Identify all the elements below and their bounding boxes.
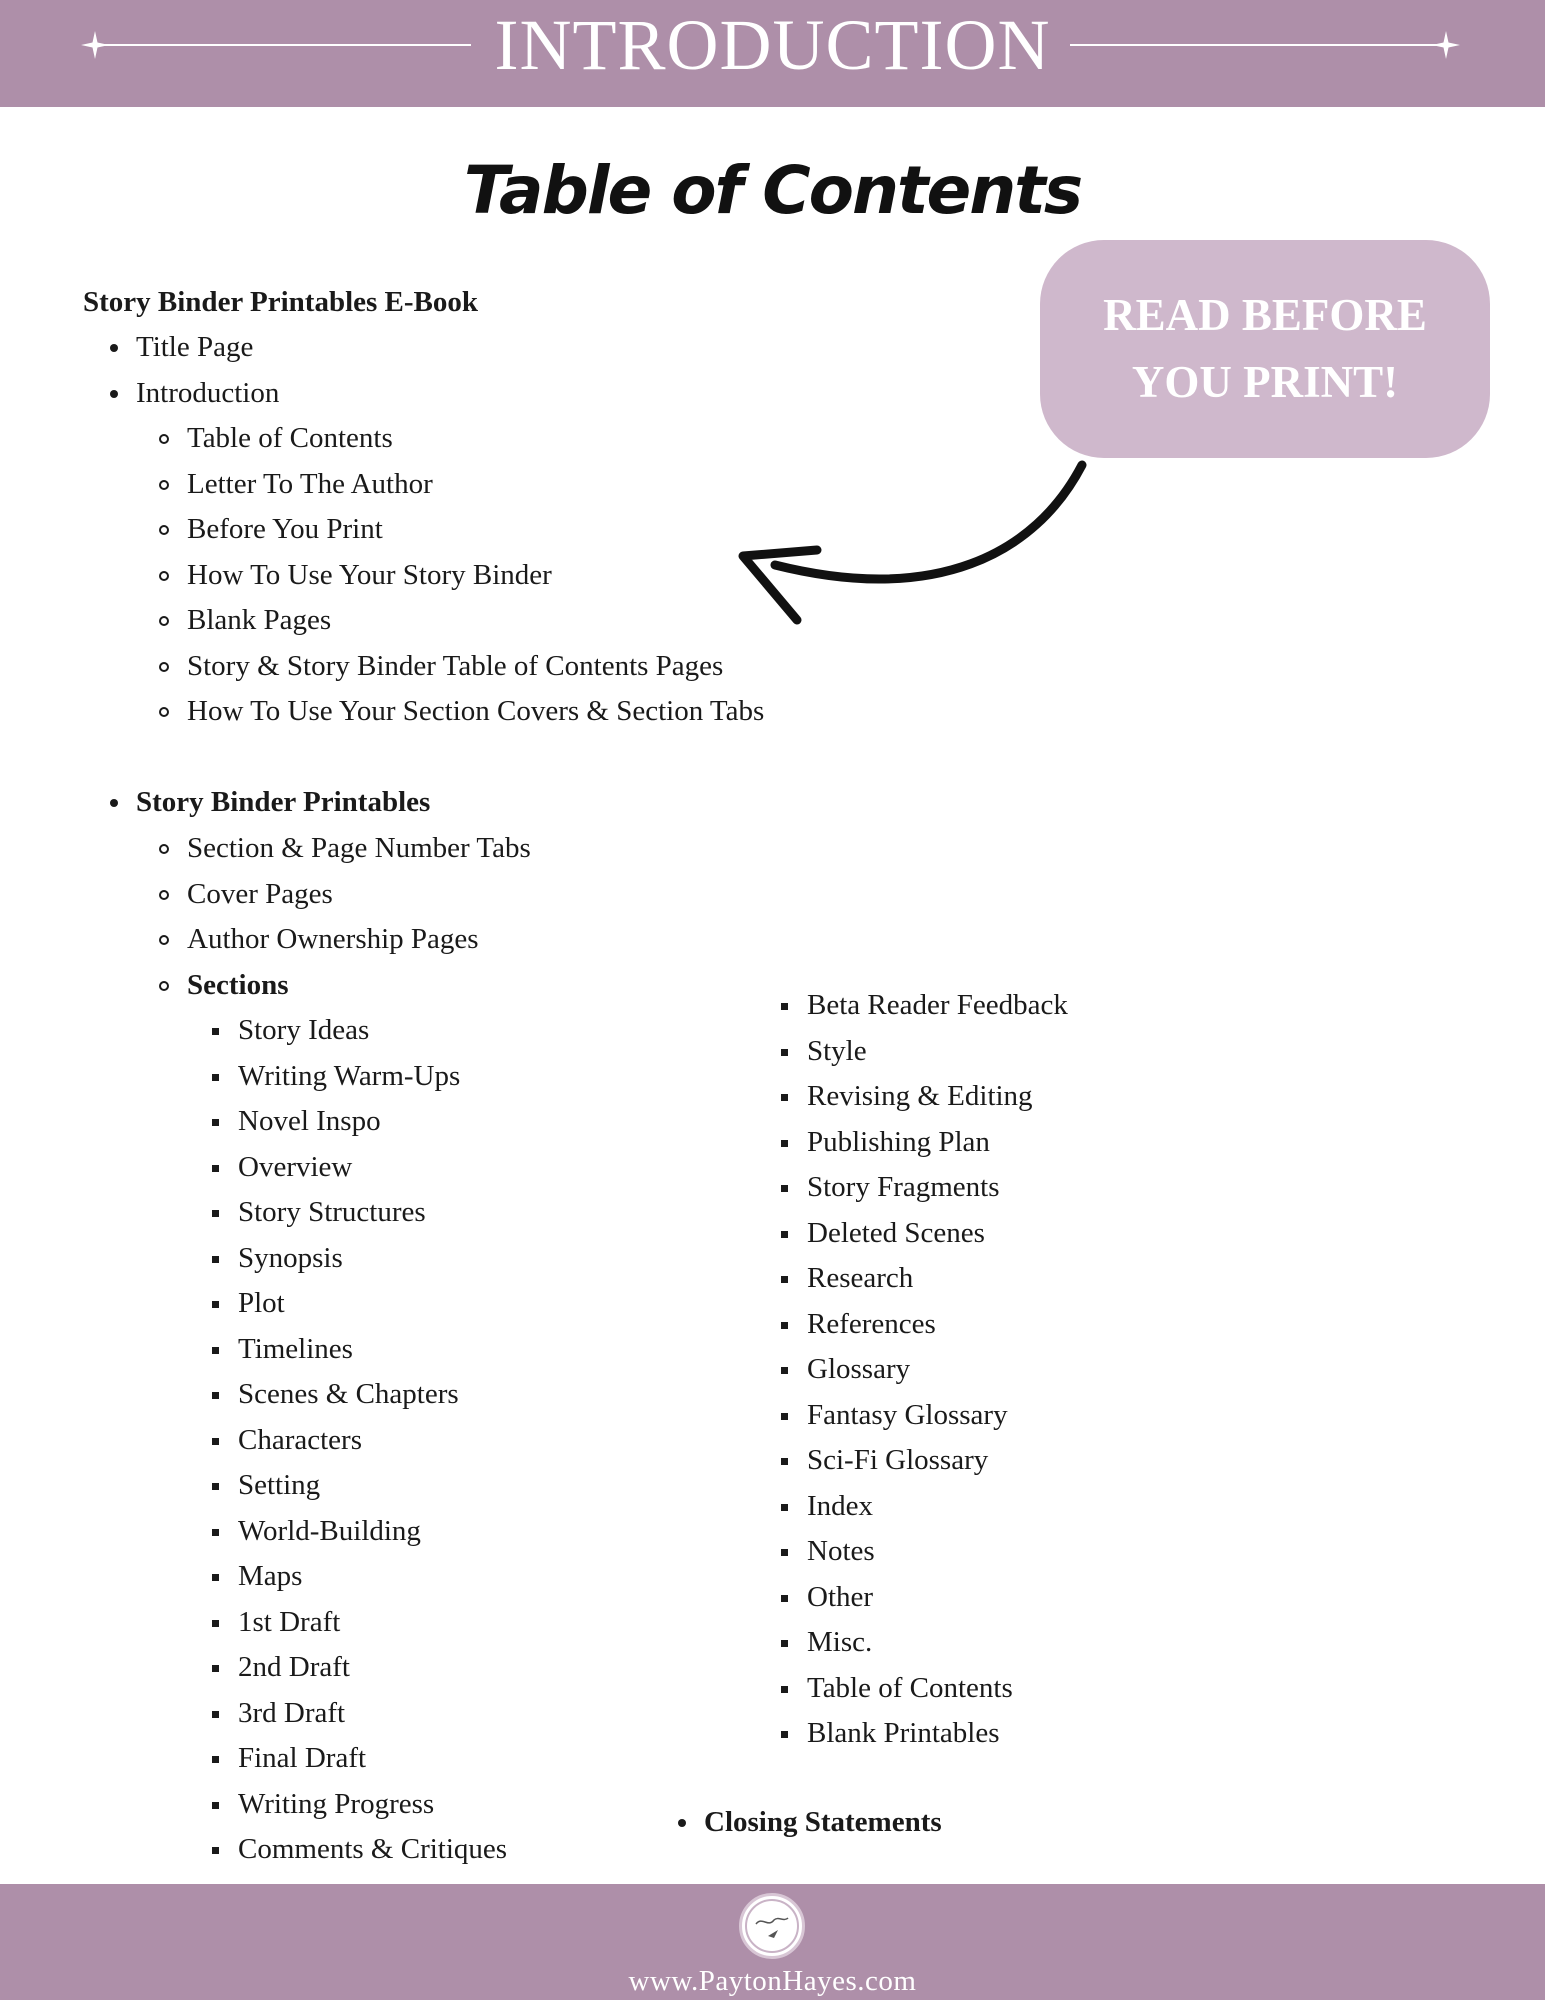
list-item-label: How To Use Your Story Binder	[187, 558, 552, 591]
list-item-label: Story Binder Printables	[136, 786, 431, 818]
list-item	[807, 1211, 1068, 1257]
list-item	[136, 371, 279, 417]
list-item	[238, 1418, 507, 1464]
bullet	[212, 1620, 219, 1627]
list-item-label: Notes	[807, 1535, 875, 1567]
bullet	[781, 1458, 788, 1465]
list-item-label: 1st Draft	[238, 1605, 341, 1638]
list-item	[807, 1029, 1068, 1075]
list-item	[238, 1327, 507, 1373]
list-item-label: Plot	[238, 1287, 285, 1319]
closing-block	[704, 1800, 942, 1846]
list-item-label: 2nd Draft	[238, 1651, 350, 1683]
list-item	[187, 416, 764, 462]
list-item	[238, 1554, 507, 1600]
list-item	[807, 1302, 1068, 1348]
list-item-label: Style	[807, 1034, 867, 1067]
list-item	[238, 1782, 507, 1828]
list-item-label: Before You Print	[187, 513, 383, 545]
bullet	[781, 1049, 788, 1056]
list-item-label: Misc.	[807, 1626, 873, 1658]
bullet	[212, 1665, 219, 1672]
bullet	[781, 1504, 788, 1511]
list-item	[807, 1529, 1068, 1575]
list-item-label: Title Page	[136, 331, 254, 363]
closing-heading	[704, 1800, 942, 1846]
bullet	[678, 1819, 686, 1827]
list-item	[238, 1145, 507, 1191]
sections-column-1	[238, 1008, 507, 1873]
list-item	[238, 1372, 507, 1418]
bullet	[212, 1711, 219, 1718]
list-item-label: Publishing Plan	[807, 1125, 990, 1158]
bullet	[212, 1165, 219, 1172]
bullet	[212, 1756, 219, 1763]
printables-items-list	[187, 826, 531, 1008]
list-item-label: Index	[807, 1489, 874, 1522]
bullet	[212, 1483, 219, 1490]
toc-heading: Story Binder Printables E-Book	[83, 286, 479, 318]
list-item	[238, 1691, 507, 1737]
list-item	[807, 1393, 1068, 1439]
bullet	[159, 662, 169, 672]
list-item	[187, 553, 764, 599]
list-item-label: Setting	[238, 1469, 321, 1501]
bullet	[781, 1185, 788, 1192]
list-item-label: Section & Page Number Tabs	[187, 832, 531, 864]
author-logo-icon	[739, 1893, 805, 1959]
list-item-label: Fantasy Glossary	[807, 1398, 1008, 1431]
curved-arrow-icon	[735, 455, 1095, 635]
bullet	[781, 1731, 788, 1738]
bullet	[159, 434, 169, 444]
list-item	[238, 1236, 507, 1282]
bullet	[781, 1640, 788, 1647]
bullet	[781, 1140, 788, 1147]
bullet	[212, 1256, 219, 1263]
list-item	[238, 1099, 507, 1145]
list-item-label: Author Ownership Pages	[187, 923, 479, 955]
list-item	[238, 1645, 507, 1691]
list-item-label: Deleted Scenes	[807, 1216, 985, 1249]
bullet	[781, 1231, 788, 1238]
list-item-label: Story Structures	[238, 1196, 426, 1228]
bullet	[110, 390, 118, 398]
list-item	[187, 507, 764, 553]
list-item	[187, 689, 764, 735]
list-item-label: Timelines	[238, 1332, 353, 1365]
list-item-label: Story Fragments	[807, 1171, 1000, 1203]
notice-text: READ BEFORE YOU PRINT!	[1103, 290, 1427, 407]
bullet	[212, 1438, 219, 1445]
list-item-label: Final Draft	[238, 1742, 367, 1774]
list-item	[238, 1736, 507, 1782]
bullet	[110, 799, 118, 807]
list-item-label: Comments & Critiques	[238, 1833, 508, 1865]
bullet	[781, 1549, 788, 1556]
bullet	[159, 981, 169, 991]
bullet	[212, 1847, 219, 1854]
list-item	[807, 1165, 1068, 1211]
top-items-list	[136, 325, 279, 416]
sections-heading	[187, 963, 531, 1009]
list-item-label: Novel Inspo	[238, 1105, 381, 1137]
list-item-label: References	[807, 1307, 936, 1340]
bullet	[781, 1413, 788, 1420]
bullet	[159, 571, 169, 581]
list-item	[807, 1256, 1068, 1302]
list-item-label: Revising & Editing	[807, 1080, 1033, 1112]
list-item	[187, 917, 531, 963]
list-item-label: Sections	[187, 968, 289, 1001]
list-item	[807, 1347, 1068, 1393]
list-item-label: Overview	[238, 1150, 353, 1183]
sections-column-2	[807, 983, 1068, 1757]
notice-bubble	[1040, 240, 1490, 458]
bullet	[212, 1392, 219, 1399]
list-item-label: How To Use Your Section Covers & Section Tabs	[187, 695, 765, 727]
bullet	[159, 890, 169, 900]
list-item-label: Closing Statements	[704, 1806, 942, 1838]
list-item-label: Synopsis	[238, 1241, 343, 1274]
list-item-label: Characters	[238, 1423, 362, 1456]
list-item-label: Table of Contents	[807, 1671, 1013, 1704]
bullet	[781, 1094, 788, 1101]
list-item	[187, 462, 764, 508]
footer-url[interactable]: www.PaytonHayes.com	[628, 1965, 917, 1997]
page-title: Table of Contents	[463, 152, 1082, 229]
bullet	[781, 1595, 788, 1602]
list-item-label: World-Building	[238, 1514, 421, 1547]
list-item	[807, 1438, 1068, 1484]
list-item-label: Story & Story Binder Table of Contents Pages	[187, 649, 724, 682]
list-item	[136, 325, 279, 371]
bullet	[110, 344, 118, 352]
list-item-label: 3rd Draft	[238, 1696, 346, 1729]
bullet	[159, 844, 169, 854]
bullet	[781, 1276, 788, 1283]
list-item-label: Glossary	[807, 1353, 911, 1385]
bullet	[212, 1119, 219, 1126]
list-item-label: Beta Reader Feedback	[807, 989, 1068, 1021]
list-item	[187, 826, 531, 872]
list-item-label: Other	[807, 1580, 874, 1613]
list-item	[807, 1620, 1068, 1666]
list-item	[187, 598, 764, 644]
list-item	[238, 1190, 507, 1236]
bullet	[212, 1529, 219, 1536]
list-item-label: Writing Warm-Ups	[238, 1059, 461, 1092]
list-item	[187, 644, 764, 690]
list-item-label: Scenes & Chapters	[238, 1378, 459, 1410]
list-item-label: Sci-Fi Glossary	[807, 1444, 989, 1476]
bullet	[212, 1301, 219, 1308]
list-item-label: Blank Pages	[187, 604, 332, 636]
list-item	[807, 1711, 1068, 1757]
list-item	[238, 1509, 507, 1555]
list-item	[807, 1074, 1068, 1120]
bullet	[159, 616, 169, 626]
bullet	[212, 1802, 219, 1809]
bullet	[212, 1574, 219, 1581]
list-item-label: Cover Pages	[187, 877, 333, 910]
bullet	[159, 707, 169, 717]
list-item-label: Introduction	[136, 376, 280, 409]
bullet	[159, 525, 169, 535]
list-item-label: Table of Contents	[187, 422, 393, 454]
bullet	[159, 480, 169, 490]
list-item	[238, 1463, 507, 1509]
list-item-label: Maps	[238, 1560, 303, 1592]
list-item-label: Research	[807, 1262, 914, 1294]
header-title: INTRODUCTION	[494, 5, 1051, 85]
list-item	[807, 983, 1068, 1029]
printables-heading	[136, 780, 430, 826]
list-item	[807, 1575, 1068, 1621]
list-item-label: Story Ideas	[238, 1014, 370, 1046]
list-item	[187, 872, 531, 918]
bullet	[212, 1074, 219, 1081]
list-item-label: Letter To The Author	[187, 467, 433, 500]
bullet	[781, 1322, 788, 1329]
intro-items-list	[187, 416, 764, 735]
list-item	[238, 1827, 507, 1873]
list-item	[238, 1281, 507, 1327]
list-item	[807, 1484, 1068, 1530]
list-item	[238, 1054, 507, 1100]
bullet	[159, 935, 169, 945]
list-item	[238, 1008, 507, 1054]
bullet	[781, 1367, 788, 1374]
list-item	[807, 1666, 1068, 1712]
bullet	[212, 1347, 219, 1354]
list-item	[807, 1120, 1068, 1166]
list-item-label: Blank Printables	[807, 1717, 1000, 1749]
list-item	[238, 1600, 507, 1646]
bullet	[212, 1210, 219, 1217]
bullet	[212, 1028, 219, 1035]
bullet	[781, 1003, 788, 1010]
list-item-label: Writing Progress	[238, 1787, 435, 1820]
printables-heading-block	[136, 780, 430, 826]
bullet	[781, 1686, 788, 1693]
